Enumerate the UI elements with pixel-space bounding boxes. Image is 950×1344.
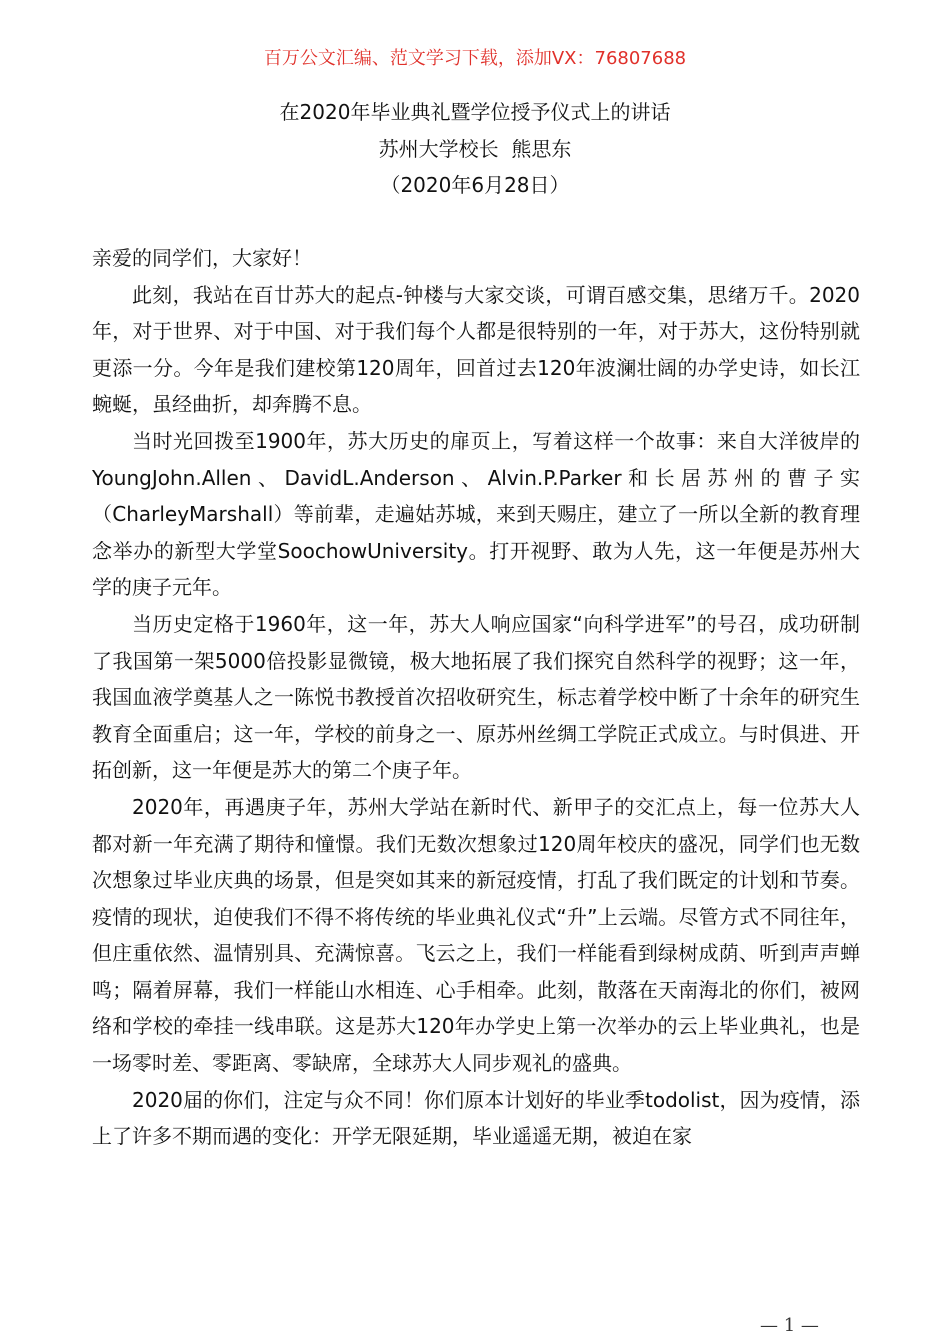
- title-block: [0, 94, 950, 204]
- paragraph: 此刻，我站在百廿苏大的起点-钟楼与大家交谈，可谓百感交集，思绪万千。2020年，对于世界、对于中国、对于我们每个人都是很特别的一年，对于苏大，这份特别就更添一分。今年是我们建校第120周年，回首过去120年波澜壮阔的办学史诗，如长江蜿蜒，虽经曲折，却奔腾不息。: [92, 282, 860, 417]
- paragraph: 当时光回拨至1900年，苏大历史的扉页上，写着这样一个故事：来自大洋彼岸的YoungJohn.Allen、DavidL.Anderson、Alvin.P.Parker和长居苏州的曹子实（CharleyMarshall）等前辈，走遍姑苏城，来到天赐庄，建立了一所以全新的教育理念举办的新型大学堂SoochowUniversity。打开视野、敢为人先，这一年便是苏州大学的庚子元年。: [92, 428, 860, 600]
- page-number: — 1 —: [760, 1315, 819, 1336]
- paragraph: 2020年，再遇庚子年，苏州大学站在新时代、新甲子的交汇点上，每一位苏大人都对新一年充满了期待和憧憬。我们无数次想象过120周年校庆的盛况，同学们也无数次想象过毕业庆典的场景，但是突如其来的新冠疫情，打乱了我们既定的计划和节奏。疫情的现状，迫使我们不得不将传统的毕业典礼仪式“升”上云端。尽管方式不同往年，但庄重依然、温情别具、充满惊喜。飞云之上，我们一样能看到绿树成荫、听到声声蝉鸣；隔着屏幕，我们一样能山水相连、心手相牵。此刻，散落在天南海北的你们，被网络和学校的牵挂一线串联。这是苏大120年办学史上第一次举办的云上毕业典礼，也是一场零时差、零距离、零缺席，全球苏大人同步观礼的盛典。: [92, 794, 860, 1076]
- watermark-banner: 百万公文汇编、范文学习下载，添加VX：76807688: [263, 48, 687, 69]
- speech-title: 在2020年毕业典礼暨学位授予仪式上的讲话: [279, 100, 671, 124]
- greeting: 亲爱的同学们，大家好！: [92, 246, 312, 270]
- speech-body: [92, 240, 860, 1155]
- speaker-line: 苏州大学校长 熊思东: [378, 136, 572, 161]
- paragraph: 当历史定格于1960年，这一年，苏大人响应国家“向科学进军”的号召，成功研制了我国第一架5000倍投影显微镜，极大地拓展了我们探究自然科学的视野；这一年，我国血液学奠基人之一陈悦书教授首次招收研究生，标志着学校中断了十余年的研究生教育全面重启；这一年，学校的前身之一、原苏州丝绸工学院正式成立。与时俱进、开拓创新，这一年便是苏大的第二个庚子年。: [92, 611, 860, 783]
- speech-date: （2020年6月28日）: [380, 173, 570, 197]
- paragraph: 2020届的你们，注定与众不同！你们原本计划好的毕业季todolist，因为疫情，添上了许多不期而遇的变化：开学无限延期，毕业遥遥无期，被迫在家: [92, 1087, 860, 1149]
